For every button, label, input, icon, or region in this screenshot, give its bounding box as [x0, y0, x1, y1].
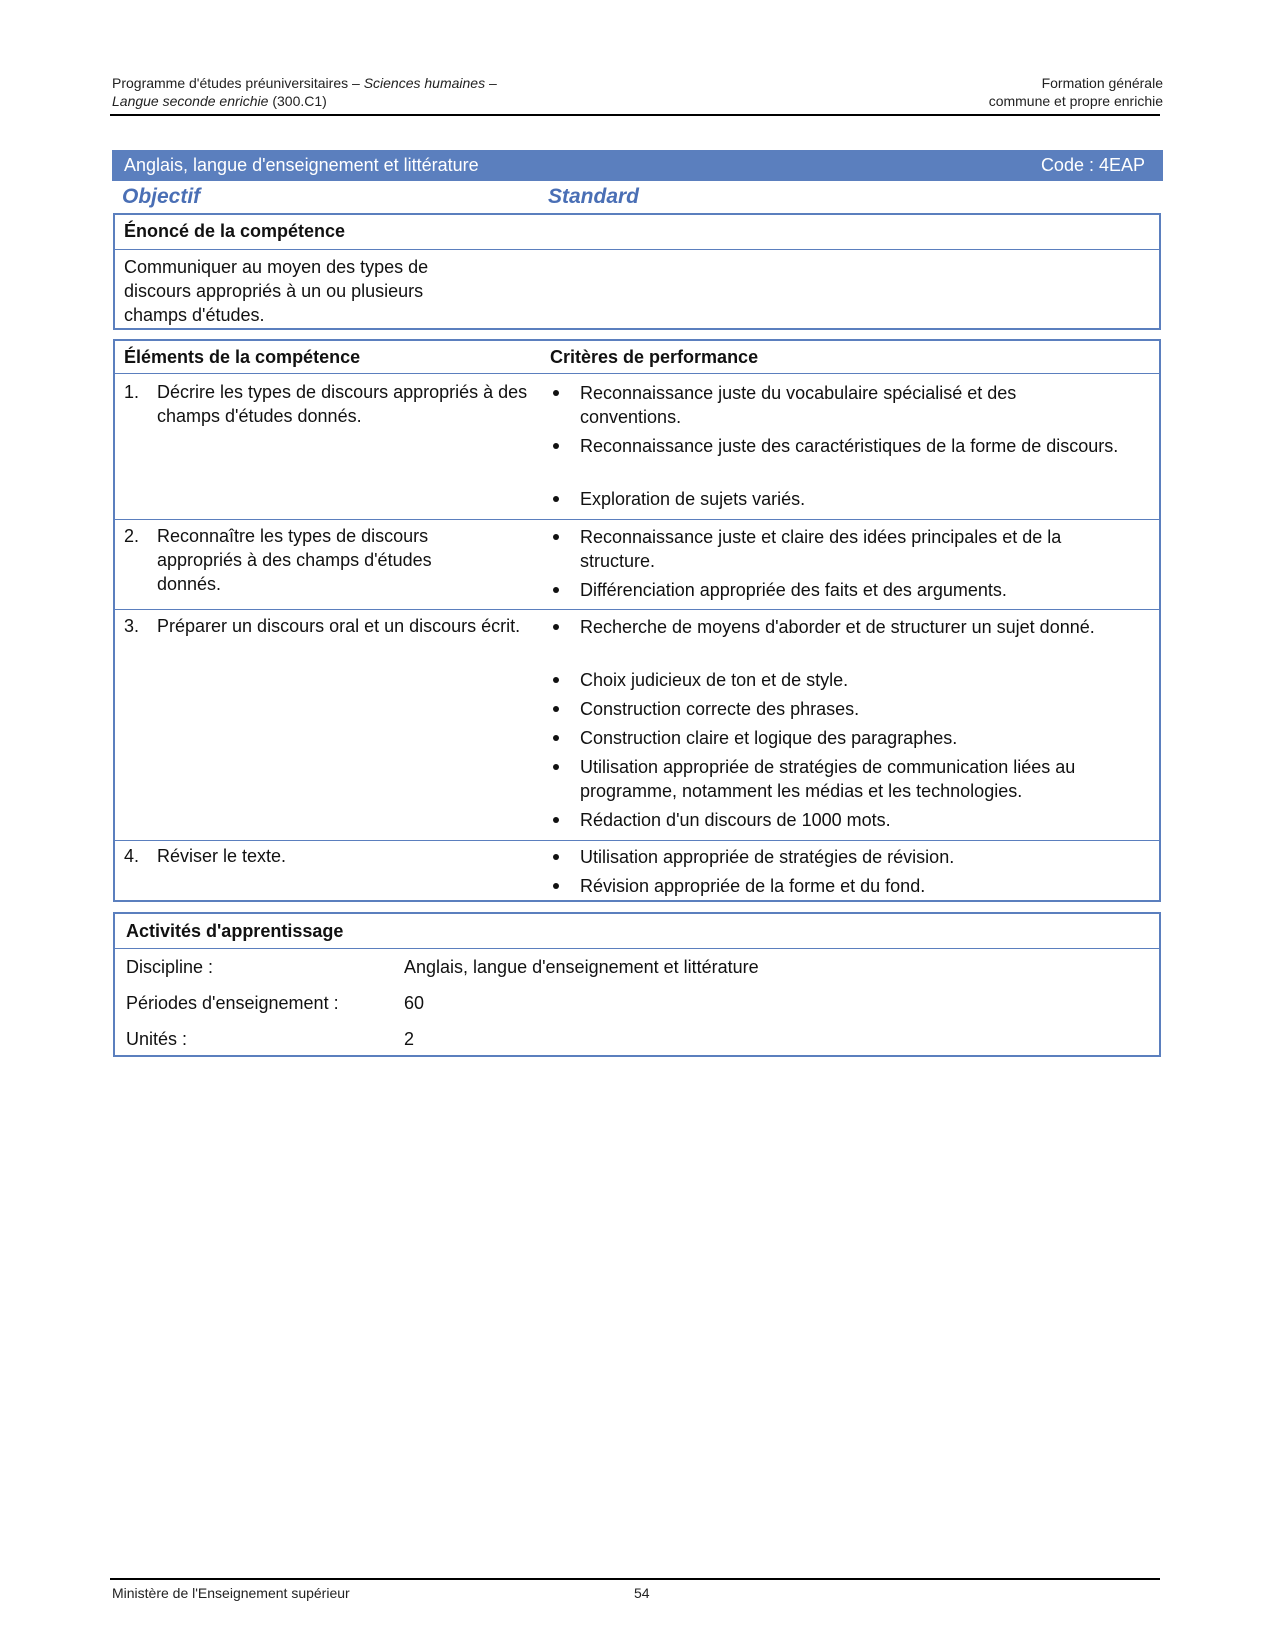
criterion-item: Utilisation appropriée de stratégies de communication liées au programme, notamment les médias et les technologies. — [580, 755, 1125, 803]
elements-divider-header — [115, 373, 1159, 374]
criterion-item: Révision appropriée de la forme et du fond. — [580, 874, 1120, 898]
element-number: 4. — [124, 846, 140, 866]
periods-label: Périodes d'enseignement : — [126, 993, 339, 1013]
elements-divider — [115, 519, 1159, 520]
criteria-header: Critères de performance — [550, 347, 759, 367]
elements-header: Éléments de la compétence — [124, 347, 361, 367]
criterion-item: Recherche de moyens d'aborder et de structurer un sujet donné. — [580, 615, 1120, 639]
element-number: 2. — [124, 526, 140, 546]
training-type-line2: commune et propre enrichie — [988, 93, 1163, 109]
element-text: Réviser le texte. — [157, 846, 287, 866]
footer-rule — [110, 1578, 1160, 1580]
program-profile: Langue seconde enrichie — [112, 93, 269, 109]
objective-heading: Objectif — [122, 185, 201, 208]
units-label: Unités : — [126, 1029, 188, 1049]
units-value: 2 — [404, 1029, 415, 1049]
element-text: Décrire les types de discours appropriés à des champs d'études donnés. — [157, 382, 528, 426]
course-code: Code : 4EAP — [1040, 155, 1145, 175]
competency-label: Énoncé de la compétence — [124, 221, 346, 241]
competency-statement: Communiquer au moyen des types de discours appropriés à un ou plusieurs champs d'études. — [124, 257, 429, 325]
element-text: Reconnaître les types de discours appropriés à des champs d'études donnés. — [157, 526, 432, 594]
elements-divider — [115, 840, 1159, 841]
discipline-value: Anglais, langue d'enseignement et littérature — [404, 957, 759, 977]
footer-ministry: Ministère de l'Enseignement supérieur — [112, 1585, 350, 1601]
course-title: Anglais, langue d'enseignement et littérature — [124, 155, 479, 175]
criterion-item: Construction claire et logique des paragraphes. — [580, 726, 1120, 750]
criterion-item: Utilisation appropriée de stratégies de révision. — [580, 845, 1120, 869]
competency-divider — [115, 249, 1159, 250]
competency-box — [113, 213, 1161, 330]
discipline-label: Discipline : — [126, 957, 214, 977]
criterion-item: Reconnaissance juste et claire des idées principales et de la structure. — [580, 525, 1140, 573]
criterion-item: Choix judicieux de ton et de style. — [580, 668, 1120, 692]
course-title-bar — [112, 150, 1163, 181]
activities-box — [113, 912, 1161, 1057]
program-dash: – — [485, 75, 497, 91]
page-number: 54 — [634, 1585, 650, 1601]
element-number: 1. — [124, 382, 140, 402]
activities-divider — [115, 948, 1159, 949]
criterion-item: Construction correcte des phrases. — [580, 697, 1120, 721]
activities-label: Activités d'apprentissage — [126, 921, 344, 941]
criterion-item: Rédaction d'un discours de 1000 mots. — [580, 808, 1120, 832]
elements-divider — [115, 609, 1159, 610]
element-text: Préparer un discours oral et un discours écrit. — [157, 616, 521, 636]
elements-criteria-box — [113, 339, 1161, 902]
program-code: (300.C1) — [268, 93, 327, 109]
program-name: Programme d'études préuniversitaires – — [112, 75, 364, 91]
header-rule — [110, 114, 1160, 116]
criterion-item: Différenciation appropriée des faits et des arguments. — [580, 578, 1140, 602]
standard-heading: Standard — [548, 185, 640, 208]
program-title-line2 — [112, 92, 327, 111]
element-number: 3. — [124, 616, 140, 636]
periods-value: 60 — [404, 993, 425, 1013]
training-type-line1: Formation générale — [1041, 75, 1163, 91]
criterion-item: Exploration de sujets variés. — [580, 487, 1120, 511]
program-title-line1 — [112, 74, 497, 93]
criterion-item: Reconnaissance juste du vocabulaire spécialisé et des conventions. — [580, 381, 1120, 429]
program-field: Sciences humaines — [363, 75, 486, 91]
criterion-item: Reconnaissance juste des caractéristiques de la forme de discours. — [580, 436, 1119, 456]
